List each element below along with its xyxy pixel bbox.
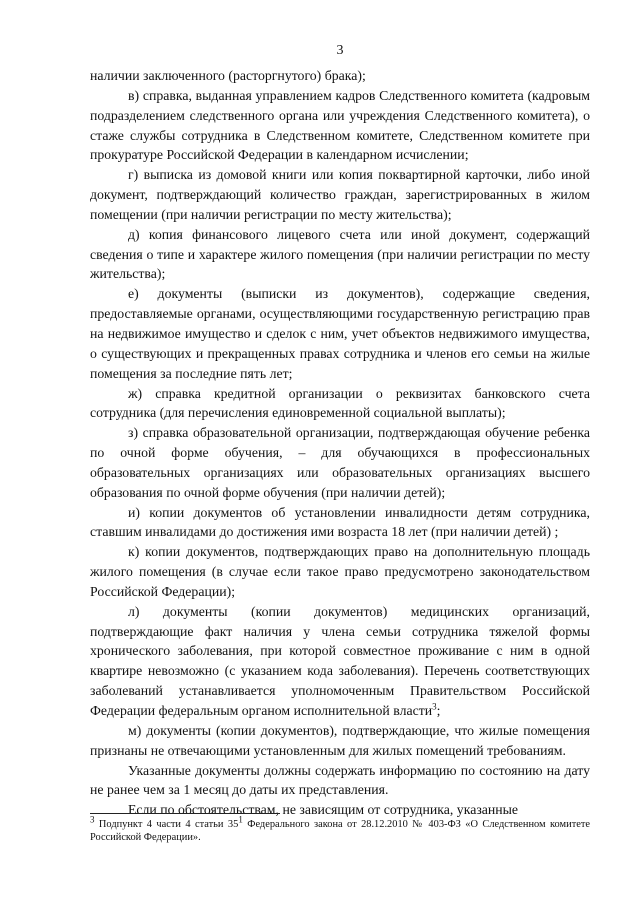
paragraph-item-g: г) выписка из домовой книги или копия поквартирной карточки, либо иной документ, подтверждающий количество граждан, зарегистрированных в жилом помещении (при наличии регистрации по месту жительства);	[90, 167, 590, 222]
paragraph-item-d: д) копия финансового лицевого счета или иной документ, содержащий сведения о типе и характере жилого помещения (при наличии регистрации по месту жительства);	[90, 226, 590, 282]
footnote-separator	[90, 813, 280, 814]
paragraph-item-k: к) копии документов, подтверждающих право на дополнительную площадь жилого помещения (в случае если такое право предусмотрено законодательством Российской Федерации);	[90, 544, 590, 599]
paragraph-item-i: и) копии документов об установлении инвалидности детям сотрудника, ставшим инвалидами до достижения ими возраста 18 лет (при наличии детей) ;	[90, 504, 590, 540]
paragraph-item-l-text: л) документы (копии документов) медицинских организаций, подтверждающие факт наличия у члена семьи сотрудника тяжелой формы хронического заболевания, при которой совместное проживание с ним в одной квартире невозможно (с указанием кода заболевания). Перечень соответствующих заболеваний устанавливается уполномоченным Правительством Российской Федерации федеральным органом исполнительной власти	[90, 603, 590, 718]
paragraph-item-l-tail: ;	[436, 703, 441, 718]
paragraph-documents-note: Указанные документы должны содержать информацию по состоянию на дату не ранее чем за 1 месяц до даты их представления.	[90, 762, 590, 798]
paragraph-circumstances: Если по обстоятельствам, не зависящим от сотрудника, указанные	[128, 802, 519, 818]
paragraph-item-m: м) документы (копии документов), подтверждающие, что жилые помещения признаны не отвечающими установленным для жилых помещений требованиям.	[90, 722, 590, 758]
paragraph-item-v: в) справка, выданная управлением кадров Следственного комитета (кадровым подразделением следственного органа или учреждения Следственного комитета), о стаже службы сотрудника в Следственном комитете, Следственном комитете при прокуратуре Российской Федерации в календарном исчислении;	[90, 87, 590, 163]
footnote-reference: 3	[432, 701, 437, 712]
paragraph-item-zh: ж) справка кредитной организации о реквизитах банковского счета сотрудника (для перечисления единовременной социальной выплаты);	[90, 385, 590, 421]
footnote-article-superscript: 1	[238, 814, 243, 825]
footnote-text-start: Подпункт 4 части 4 статьи 35	[94, 819, 239, 830]
paragraph-item-e: е) документы (выписки из документов), содержащие сведения, предоставляемые органами, осуществляющими государственную регистрацию прав на недвижимое имущество и сделок с ним, учет объектов недвижимого имущества, о существующих и прекращенных правах сотрудника и членов его семьи на жилые помещения за последние пять лет;	[90, 286, 590, 381]
paragraph-item-z: з) справка образовательной организации, подтверждающая обучение ребенка по очной форме обучения, – для обучающихся в профессиональных образовательных организациях или образовательных организациях высшего образования по очной форме обучения (при наличии детей);	[90, 425, 590, 500]
page-number: 3	[336, 43, 344, 58]
paragraph-continuation: наличии заключенного (расторгнутого) брака);	[90, 68, 366, 83]
paragraph-item-l	[90, 602, 590, 721]
footnote-marker: 3	[90, 814, 95, 825]
footnote-text-end: Федерального закона от 28.12.2010 № 403-ФЗ «О Следственном комитете Российской Федерации».	[90, 819, 590, 843]
footnote	[90, 814, 590, 844]
body-text	[90, 66, 590, 820]
